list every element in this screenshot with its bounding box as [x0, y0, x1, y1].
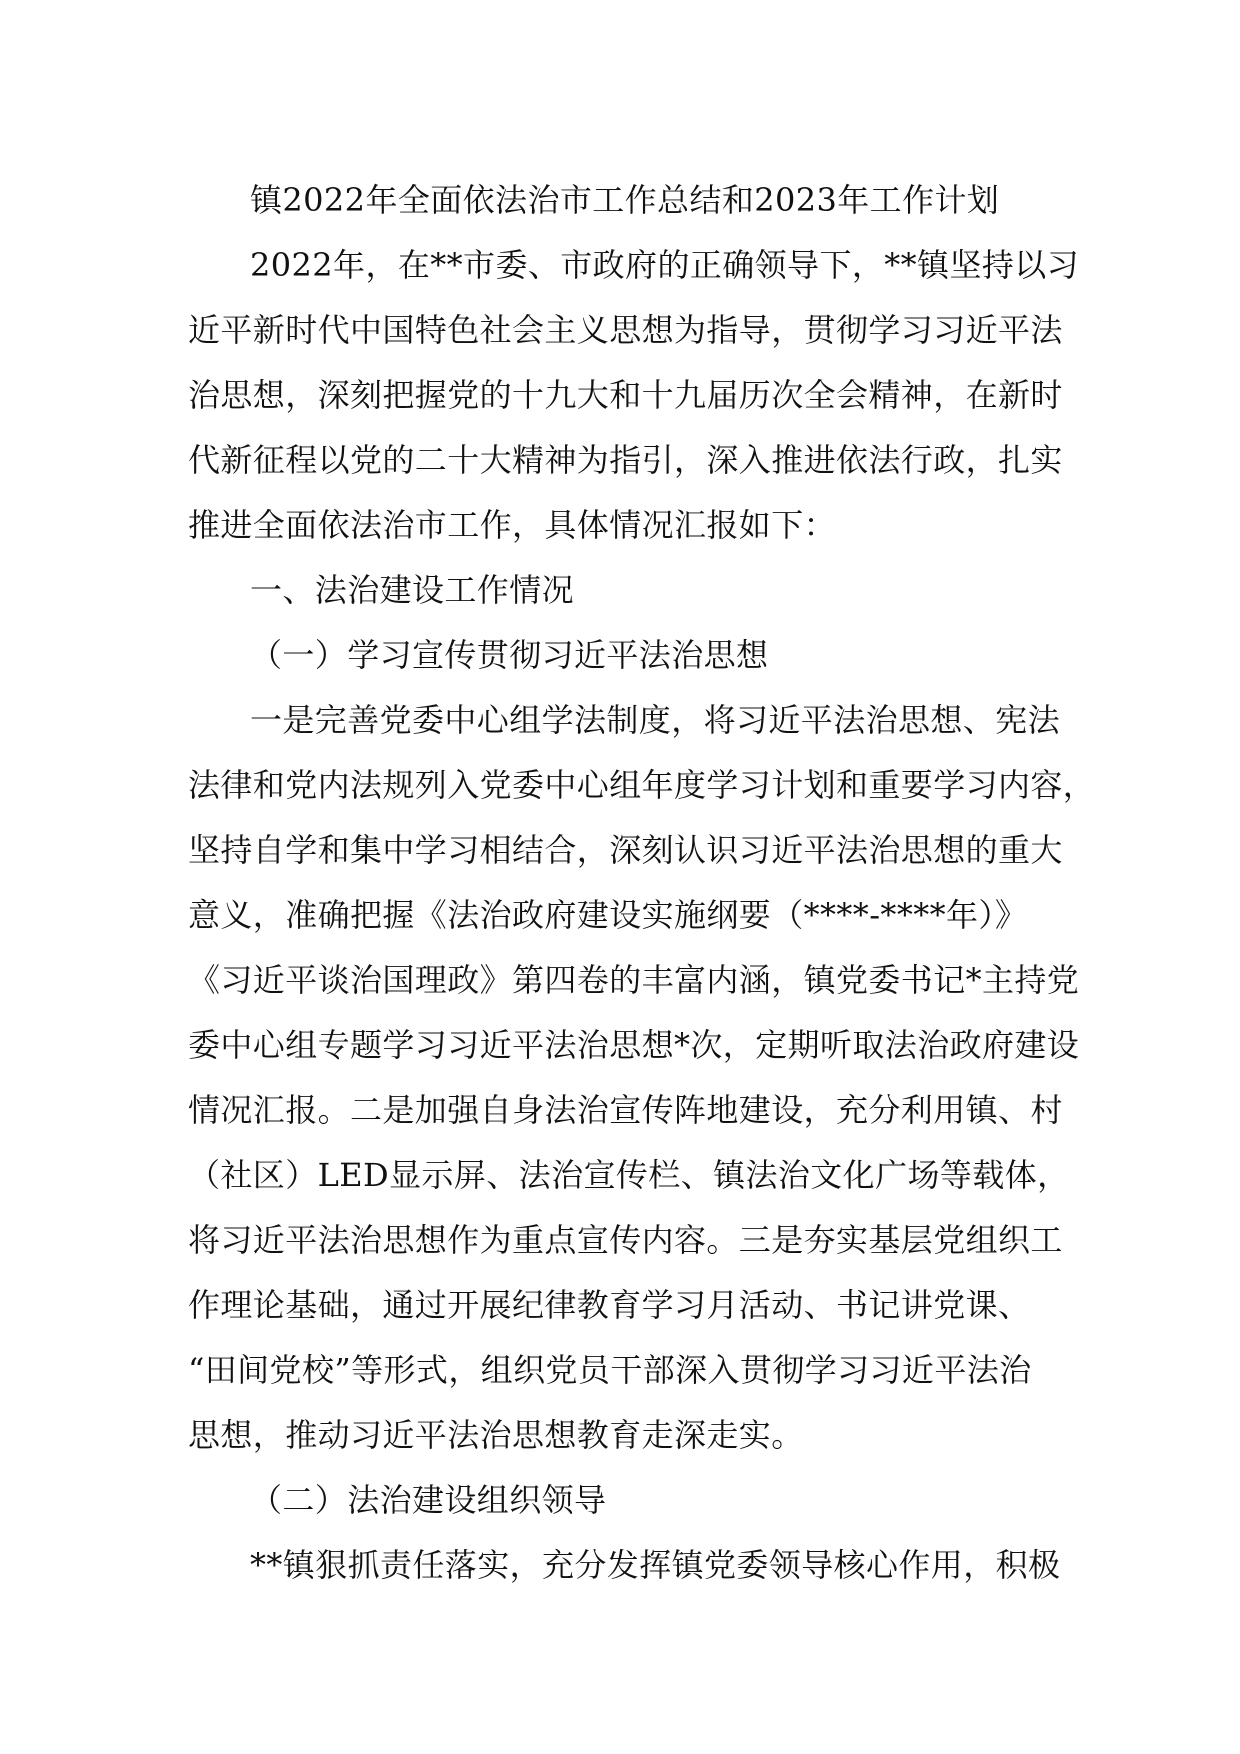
intro-line: 推进全面依法治市工作，具体情况汇报如下： [188, 506, 837, 544]
paragraph-line: （社区）LED显示屏、法治宣传栏、镇法治文化广场等载体， [188, 1156, 1070, 1194]
intro-line: 治思想，深刻把握党的十九大和十九届历次全会精神，在新时 [188, 376, 1063, 414]
intro-line: 代新征程以党的二十大精神为指引，深入推进依法行政，扎实 [188, 441, 1063, 479]
paragraph-line: 思想，推动习近平法治思想教育走深走实。 [188, 1416, 804, 1454]
paragraph-line: 委中心组专题学习习近平法治思想*次，定期听取法治政府建设 [188, 1026, 1080, 1064]
subsection-heading: （二）法治建设组织领导 [250, 1481, 607, 1519]
subsection-heading: （一）学习宣传贯彻习近平法治思想 [250, 636, 769, 674]
paragraph-line: 作理论基础，通过开展纪律教育学习月活动、书记讲党课、 [188, 1286, 1031, 1324]
paragraph-line: **镇狠抓责任落实，充分发挥镇党委领导核心作用，积极 [250, 1546, 1061, 1584]
intro-line: 2022年，在**市委、市政府的正确领导下，**镇坚持以习 [250, 246, 1080, 284]
paragraph-line: 一是完善党委中心组学法制度，将习近平法治思想、宪法 [250, 701, 1061, 739]
paragraph-line: “田间党校”等形式，组织党员干部深入贯彻学习习近平法治 [188, 1351, 1032, 1389]
paragraph-line: 情况汇报。二是加强自身法治宣传阵地建设，充分利用镇、村 [188, 1091, 1063, 1129]
paragraph-line: 意义，准确把握《法治政府建设实施纲要（****-****年）》 [188, 896, 1028, 934]
section-heading: 一、法治建设工作情况 [250, 571, 575, 609]
paragraph-line: 法律和党内法规列入党委中心组年度学习计划和重要学习内容， [188, 766, 1096, 804]
paragraph-line: 将习近平法治思想作为重点宣传内容。三是夯实基层党组织工 [188, 1221, 1063, 1259]
intro-line: 近平新时代中国特色社会主义思想为指导，贯彻学习习近平法 [188, 311, 1063, 349]
document-body [188, 168, 1096, 1598]
paragraph-line: 《习近平谈治国理政》第四卷的丰富内涵，镇党委书记*主持党 [188, 961, 1080, 999]
paragraph-line: 坚持自学和集中学习相结合，深刻认识习近平法治思想的重大 [188, 831, 1063, 869]
document-title: 镇2022年全面依法治市工作总结和2023年工作计划 [250, 181, 1000, 219]
